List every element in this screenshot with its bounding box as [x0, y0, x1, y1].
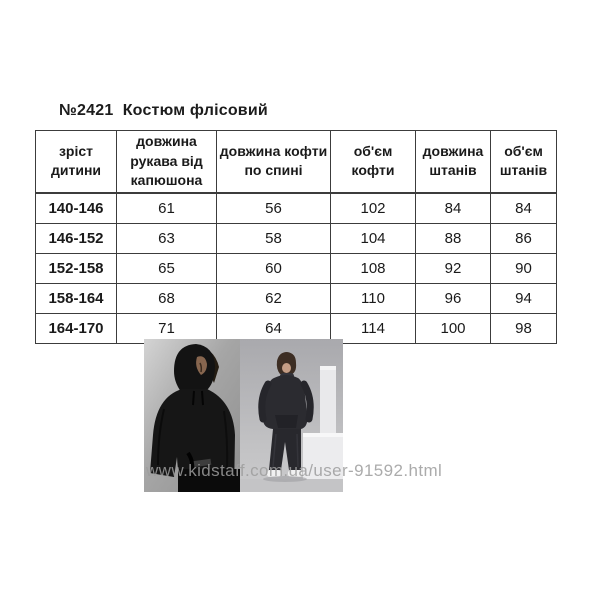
watermark-url: www.kidstaff.com.ua/user-91592.html — [146, 461, 443, 480]
cell-pants-length: 92 — [416, 253, 491, 283]
column-header-jacket-back-length: довжина кофти по спині — [217, 131, 331, 193]
cell-pants-girth: 86 — [491, 223, 557, 253]
cell-pants-length: 84 — [416, 193, 491, 224]
cell-sleeve: 71 — [117, 313, 217, 343]
cell-jacket-girth: 110 — [331, 283, 416, 313]
table-row — [36, 223, 557, 253]
cell-sleeve: 65 — [117, 253, 217, 283]
cell-pants-girth: 94 — [491, 283, 557, 313]
cell-pants-length: 88 — [416, 223, 491, 253]
cell-pants-girth: 98 — [491, 313, 557, 343]
cell-jacket-girth: 104 — [331, 223, 416, 253]
cell-pants-girth: 84 — [491, 193, 557, 224]
header-row — [36, 131, 557, 193]
size-table-header — [36, 131, 557, 193]
cell-jacket-length: 62 — [217, 283, 331, 313]
cell-pants-length: 100 — [416, 313, 491, 343]
cell-pants-length: 96 — [416, 283, 491, 313]
page-title: №2421 Костюм флісовий — [59, 102, 268, 119]
cell-jacket-girth: 102 — [331, 193, 416, 224]
table-row — [36, 193, 557, 224]
size-table — [35, 130, 557, 344]
cell-jacket-girth: 108 — [331, 253, 416, 283]
cell-sleeve: 68 — [117, 283, 217, 313]
cell-height-range: 158-164 — [36, 283, 117, 313]
column-header-pants-girth: об'єм штанів — [491, 131, 557, 193]
cell-height-range: 152-158 — [36, 253, 117, 283]
cell-sleeve: 61 — [117, 193, 217, 224]
cell-height-range: 146-152 — [36, 223, 117, 253]
size-table-body — [36, 193, 557, 344]
cell-height-range: 164-170 — [36, 313, 117, 343]
cell-height-range: 140-146 — [36, 193, 117, 224]
cell-jacket-length: 64 — [217, 313, 331, 343]
cell-jacket-girth: 114 — [331, 313, 416, 343]
table-row — [36, 283, 557, 313]
cell-jacket-length: 58 — [217, 223, 331, 253]
column-header-jacket-girth: об'єм кофти — [331, 131, 416, 193]
column-header-pants-length: довжина штанів — [416, 131, 491, 193]
column-header-sleeve-from-hood: довжина рукава від капюшона — [117, 131, 217, 193]
cell-jacket-length: 60 — [217, 253, 331, 283]
table-row — [36, 253, 557, 283]
cell-sleeve: 63 — [117, 223, 217, 253]
cell-pants-girth: 90 — [491, 253, 557, 283]
cell-jacket-length: 56 — [217, 193, 331, 224]
column-header-child-height: зріст дитини — [36, 131, 117, 193]
